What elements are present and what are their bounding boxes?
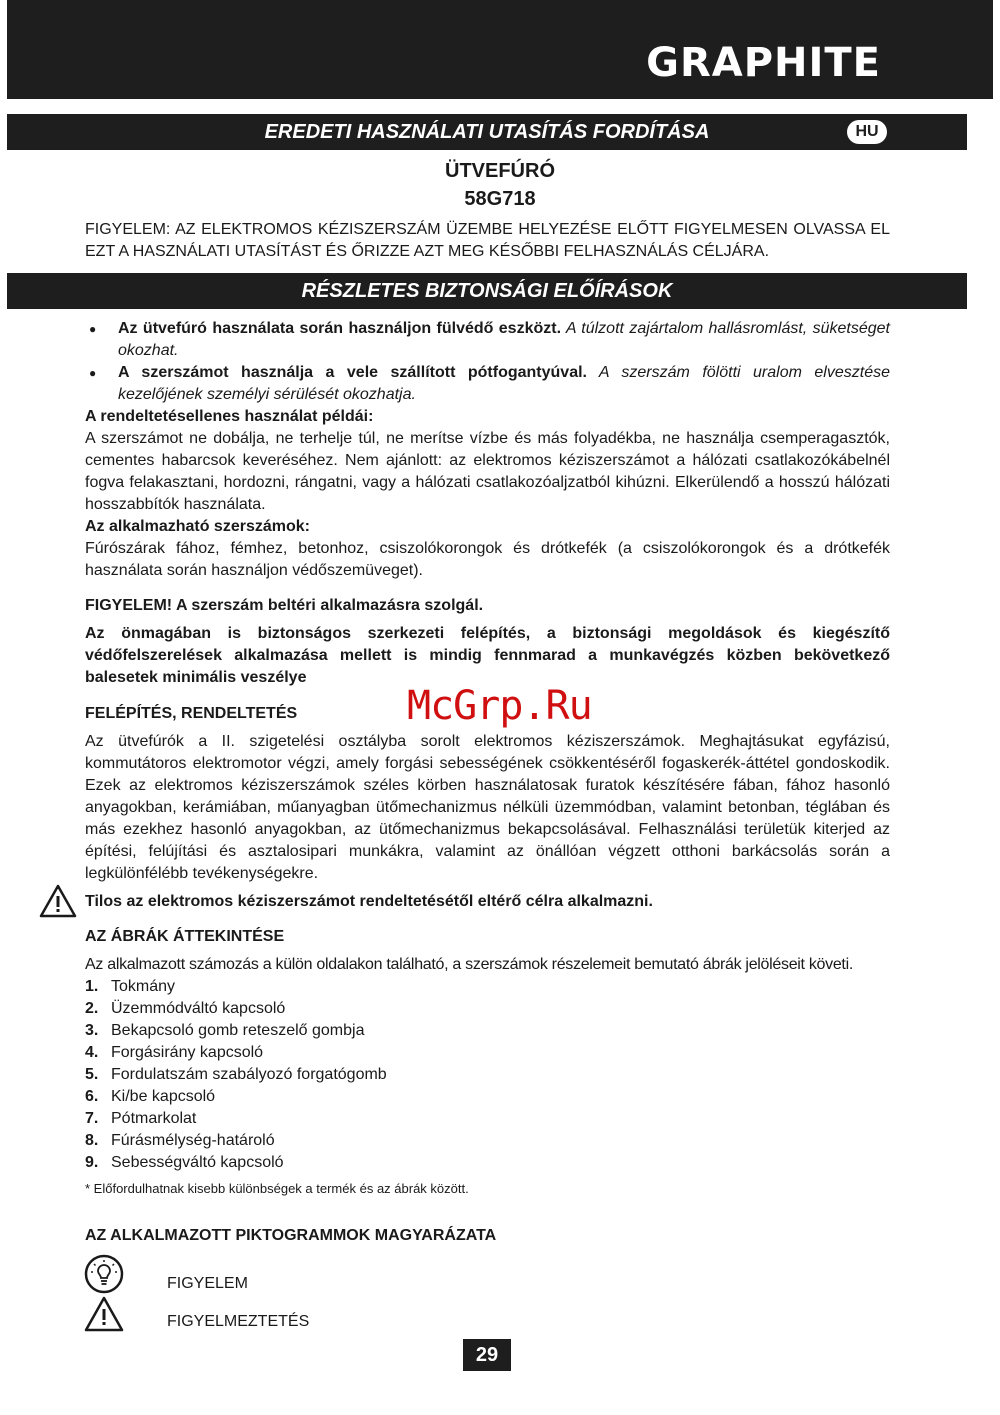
list-item: 5. Fordulatszám szabályozó forgatógomb	[85, 1066, 387, 1083]
residual-risk: Az önmagában is biztonságos szerkezeti felépítés, a biztonsági megoldások és kiegészítő védőfelszerelések alkalmazása mellett is mindig fennmarad a munkavégzés közben bekövetkező balesetek minimális veszélye	[85, 625, 890, 686]
page-number: 29	[463, 1339, 511, 1371]
prohibition-text: Tilos az elektromos kéziszerszámot rendeltetésétől eltérő célra alkalmazni.	[85, 893, 653, 910]
figures-footnote: * Előfordulhatnak kisebb különbségek a termék és az ábrák között.	[85, 1181, 469, 1196]
construction-text: Az ütvefúrók a II. szigetelési osztályba sorolt elektromos kéziszerszámok. Meghajtásukat egyfázisú, kommutátoros elektromotor végzi, amely forgási sebességének csökkentéséről fogaskerék-áttétel gondoskodik. Ezek az elektromos kéziszerszámok széles körben használatosak furatok készítésére fában, fához hasonló anyagokban, kerámiában, műanyagban ütőmechanizmus nélküli üzemmódban, valamint betonban, téglában és más ezekhez hasonló anyagokban, az ütőmechanizmus bekapcsolásával. Felhasználási területük kiterjed az építési, felújítási és asztalosipari munkákra, valamint az önállóan végzett otthoni barkácsolás során a legkülönfélébb tevékenységekre.	[85, 733, 890, 882]
pictograms-heading: AZ ALKALMAZOTT PIKTOGRAMMOK MAGYARÁZATA	[85, 1227, 497, 1244]
pictogram-label-warning: FIGYELMEZTETÉS	[167, 1313, 310, 1330]
page-header	[7, 0, 993, 99]
intro-warning: FIGYELEM: AZ ELEKTROMOS KÉZISZERSZÁM ÜZEMBE HELYEZÉSE ELŐTT FIGYELMESEN OLVASSA EL EZT A HASZNÁLATI UTASÍTÁST ÉS ŐRIZZE AZT MEG KÉSŐBBI FELHASZNÁLÁS CÉLJÁRA.	[85, 221, 890, 260]
figures-intro: Az alkalmazott számozás a külön oldalakon található, a szerszámok részelemeit bemutató ábrák jelöléseit követi.	[85, 956, 853, 973]
header-band-title: EREDETI HASZNÁLATI UTASÍTÁS FORDÍTÁSA	[264, 121, 710, 143]
tools-text: Fúrószárak fához, fémhez, betonhoz, csiszolókorongok és drótkefék (a csiszolókorongok és a drótkefék használata során használjon védőszemüveget).	[85, 540, 890, 579]
warning-triangle-icon	[39, 884, 77, 918]
figures-heading: AZ ÁBRÁK ÁTTEKINTÉSE	[85, 928, 285, 945]
watermark: McGrp.Ru	[407, 683, 592, 729]
product-model: 58G718	[464, 188, 536, 210]
lightbulb-icon	[84, 1254, 124, 1294]
list-item: 3. Bekapcsoló gomb reteszelő gombja	[85, 1022, 365, 1039]
list-item: 4. Forgásirány kapcsoló	[85, 1044, 264, 1061]
product-name: ÜTVEFÚRÓ	[445, 160, 555, 182]
header-band	[7, 114, 967, 150]
warning-triangle-icon	[84, 1296, 124, 1332]
intended-use-text: A szerszámot ne dobálja, ne terhelje túl, ne merítse vízbe és más folyadékba, ne használja csemperagasztók, cementes habarcsok keveréséhez. Nem ajánlott: az elektromos kéziszerszámot a hálózati csatlakozókábelnél fogva felakasztani, hordozni, rángatni, vagy a hálózati csatlakozóaljzatból kihúzni. Elkerülendő a hosszú hálózati hosszabbítók használata.	[85, 430, 890, 513]
safety-bullet: ● A szerszámot használja a vele szállított pótfogantyúval. A szerszám fölötti uralom elvesztése kezelőjének személyi sérülését okozhatja.	[85, 362, 890, 406]
brand-logo: GRAPHITE	[646, 40, 881, 86]
language-badge: HU	[847, 120, 887, 144]
pictogram-label-attention: FIGYELEM	[167, 1275, 248, 1292]
list-item: 1. Tokmány	[85, 978, 176, 995]
list-item: 2. Üzemmódváltó kapcsoló	[85, 1000, 286, 1017]
list-item: 7. Pótmarkolat	[85, 1110, 197, 1127]
safety-band: RÉSZLETES BIZTONSÁGI ELŐÍRÁSOK	[7, 273, 967, 309]
list-item: 8. Fúrásmélység-határoló	[85, 1132, 275, 1149]
tools-heading: Az alkalmazható szerszámok:	[85, 518, 310, 535]
figure-legend-list	[85, 976, 387, 1174]
intended-use-heading: A rendeltetésellenes használat példái:	[85, 408, 374, 425]
list-item: 6. Ki/be kapcsoló	[85, 1088, 216, 1105]
list-item: 9. Sebességváltó kapcsoló	[85, 1154, 284, 1171]
construction-heading: FELÉPÍTÉS, RENDELTETÉS	[85, 705, 298, 722]
indoor-note: FIGYELEM! A szerszám beltéri alkalmazásra szolgál.	[85, 597, 484, 614]
safety-bullet: ● Az ütvefúró használata során használjon fülvédő eszközt. A túlzott zajártalom hallásromlást, süketséget okozhat.	[85, 318, 890, 362]
